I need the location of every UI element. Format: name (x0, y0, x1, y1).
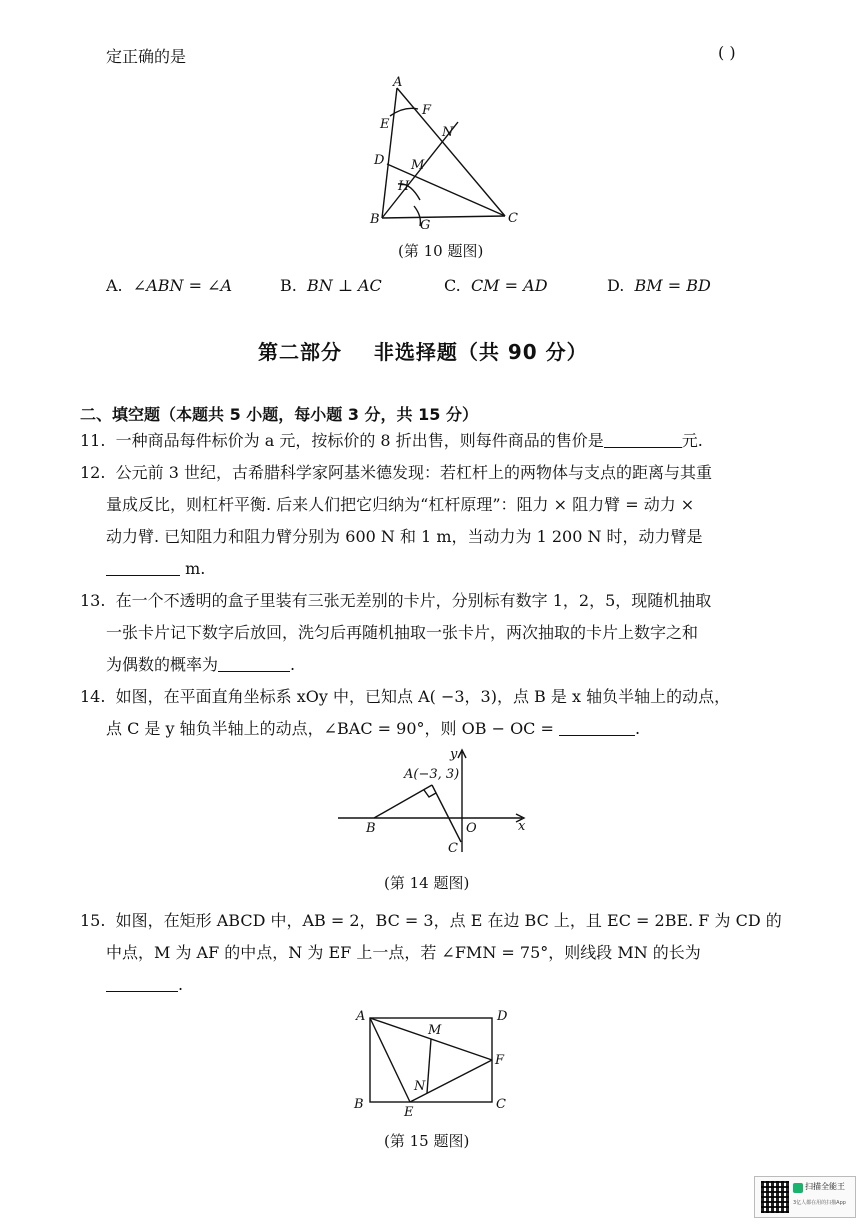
figure-14 (336, 748, 536, 860)
watermark-subtitle: 3亿人都在用的扫描App (793, 1200, 846, 1206)
figure-15-caption: (第 15 题图) (384, 1132, 470, 1150)
part-two-title: 第二部分 非选择题（共 90 分） (258, 340, 588, 364)
question-text: 在一个不透明的盒子里装有三张无差别的卡片，分别标有数字 1，2，5，现随机抽取 (115, 591, 712, 610)
fig15-label-a: A (356, 1009, 366, 1024)
question-text: 为偶数的概率为 (106, 655, 219, 674)
question-13-line-3 (106, 650, 295, 680)
question-12-line-3: 动力臂. 已知阻力和阻力臂分别为 600 N 和 1 m，当动力为 1 200 N 时，动力臂是 (106, 527, 703, 546)
question-text-tail: 元. (681, 431, 703, 450)
option-text: BM = BD (634, 276, 711, 295)
option-text: ∠ABN = ∠A (132, 276, 233, 295)
question-text-tail: m. (185, 559, 206, 578)
fig10-label-c: C (508, 211, 518, 226)
fig14-label-b: B (366, 821, 376, 836)
answer-blank[interactable] (604, 429, 682, 448)
fig10-label-m: M (411, 158, 425, 173)
question-15-line-3 (106, 970, 183, 1000)
question-15-line-1 (80, 906, 782, 936)
option-key: C. (444, 276, 461, 295)
question-13-line-2: 一张卡片记下数字后放回，洗匀后再随机抽取一张卡片，两次抽取的卡片上数字之和 (106, 623, 699, 642)
fig15-label-d: D (497, 1009, 508, 1024)
question-text: 点 C 是 y 轴负半轴上的动点，∠BAC = 90°，则 OB − OC = (106, 719, 554, 738)
fig10-label-g: G (420, 218, 431, 233)
fig10-label-f: F (422, 103, 432, 118)
question-text-tail: . (635, 719, 641, 738)
answer-parenthesis: ( ) (718, 43, 736, 62)
figure-15 (350, 1004, 520, 1120)
fig14-label-y: y (450, 748, 458, 762)
question-text: 如图，在矩形 ABCD 中，AB = 2，BC = 3，点 E 在边 BC 上，且 EC = 2BE. F 为 CD 的 (115, 911, 782, 930)
camscanner-logo-icon (793, 1183, 803, 1193)
fig10-label-h: H (398, 179, 410, 194)
fig14-label-c: C (448, 841, 458, 856)
figure-10-caption: (第 10 题图) (398, 242, 484, 260)
fig10-label-a: A (393, 76, 403, 90)
q10-option-a[interactable] (106, 276, 232, 295)
fig15-label-c: C (496, 1097, 506, 1112)
question-11 (80, 426, 703, 456)
fig15-label-f: F (495, 1053, 505, 1068)
fig15-label-m: M (428, 1023, 442, 1038)
question-text-tail: . (178, 975, 184, 994)
fig10-label-n: N (442, 125, 454, 140)
section-fill-in-heading: 二、填空题（本题共 5 小题，每小题 3 分，共 15 分） (80, 405, 478, 424)
option-key: B. (280, 276, 297, 295)
watermark-brand: 扫描全能王 (805, 1182, 845, 1191)
question-text-tail: . (290, 655, 296, 674)
question-13-line-1 (80, 586, 711, 616)
q10-option-b[interactable] (280, 276, 382, 295)
question-text: 公元前 3 世纪，古希腊科学家阿基米德发现：若杠杆上的两物体与支点的距离与其重 (115, 463, 712, 482)
question-number: 15. (80, 911, 106, 930)
question-text: 一种商品每件标价为 a 元，按标价的 8 折出售，则每件商品的售价是 (115, 431, 604, 450)
fig14-label-x: x (518, 819, 526, 834)
question-14-line-2 (106, 714, 640, 744)
question-text: 如图，在平面直角坐标系 xOy 中，已知点 A( −3，3)，点 B 是 x 轴负半轴上的动点， (115, 687, 731, 706)
answer-blank[interactable] (559, 717, 635, 736)
fig14-label-o: O (466, 821, 477, 836)
answer-blank[interactable] (218, 653, 290, 672)
question-12-line-4 (106, 554, 205, 584)
fig14-label-a: A(−3, 3) (404, 767, 460, 782)
question-number: 11. (80, 431, 106, 450)
option-text: CM = AD (470, 276, 548, 295)
question-number: 12. (80, 463, 106, 482)
option-key: D. (607, 276, 625, 295)
scanner-watermark (754, 1176, 856, 1218)
question-number: 14. (80, 687, 106, 706)
figure-10 (362, 76, 532, 234)
question-number: 13. (80, 591, 106, 610)
answer-blank[interactable] (106, 557, 180, 576)
question-12-line-2: 量成反比，则杠杆平衡. 后来人们把它归纳为“杠杆原理”：阻力 × 阻力臂 = 动力 × (106, 495, 695, 514)
question-15-line-2: 中点，M 为 AF 的中点，N 为 EF 上一点，若 ∠FMN = 75°，则线段 MN 的长为 (106, 943, 701, 962)
fig10-label-d: D (374, 153, 385, 168)
fig15-label-n: N (414, 1079, 426, 1094)
q10-option-d[interactable] (607, 276, 711, 295)
q10-option-c[interactable] (444, 276, 548, 295)
option-text: BN ⊥ AC (307, 276, 382, 295)
fig10-label-b: B (370, 212, 380, 227)
question-14-line-1 (80, 682, 730, 712)
qr-code-icon (761, 1181, 789, 1213)
question-12-line-1 (80, 458, 712, 488)
answer-blank[interactable] (106, 973, 178, 992)
figure-14-caption: (第 14 题图) (384, 874, 470, 892)
fig15-label-e: E (404, 1105, 414, 1120)
fig15-label-b: B (354, 1097, 364, 1112)
previous-question-tail: 定正确的是 (106, 47, 187, 66)
fig10-label-e: E (380, 117, 390, 132)
option-key: A. (106, 276, 123, 295)
